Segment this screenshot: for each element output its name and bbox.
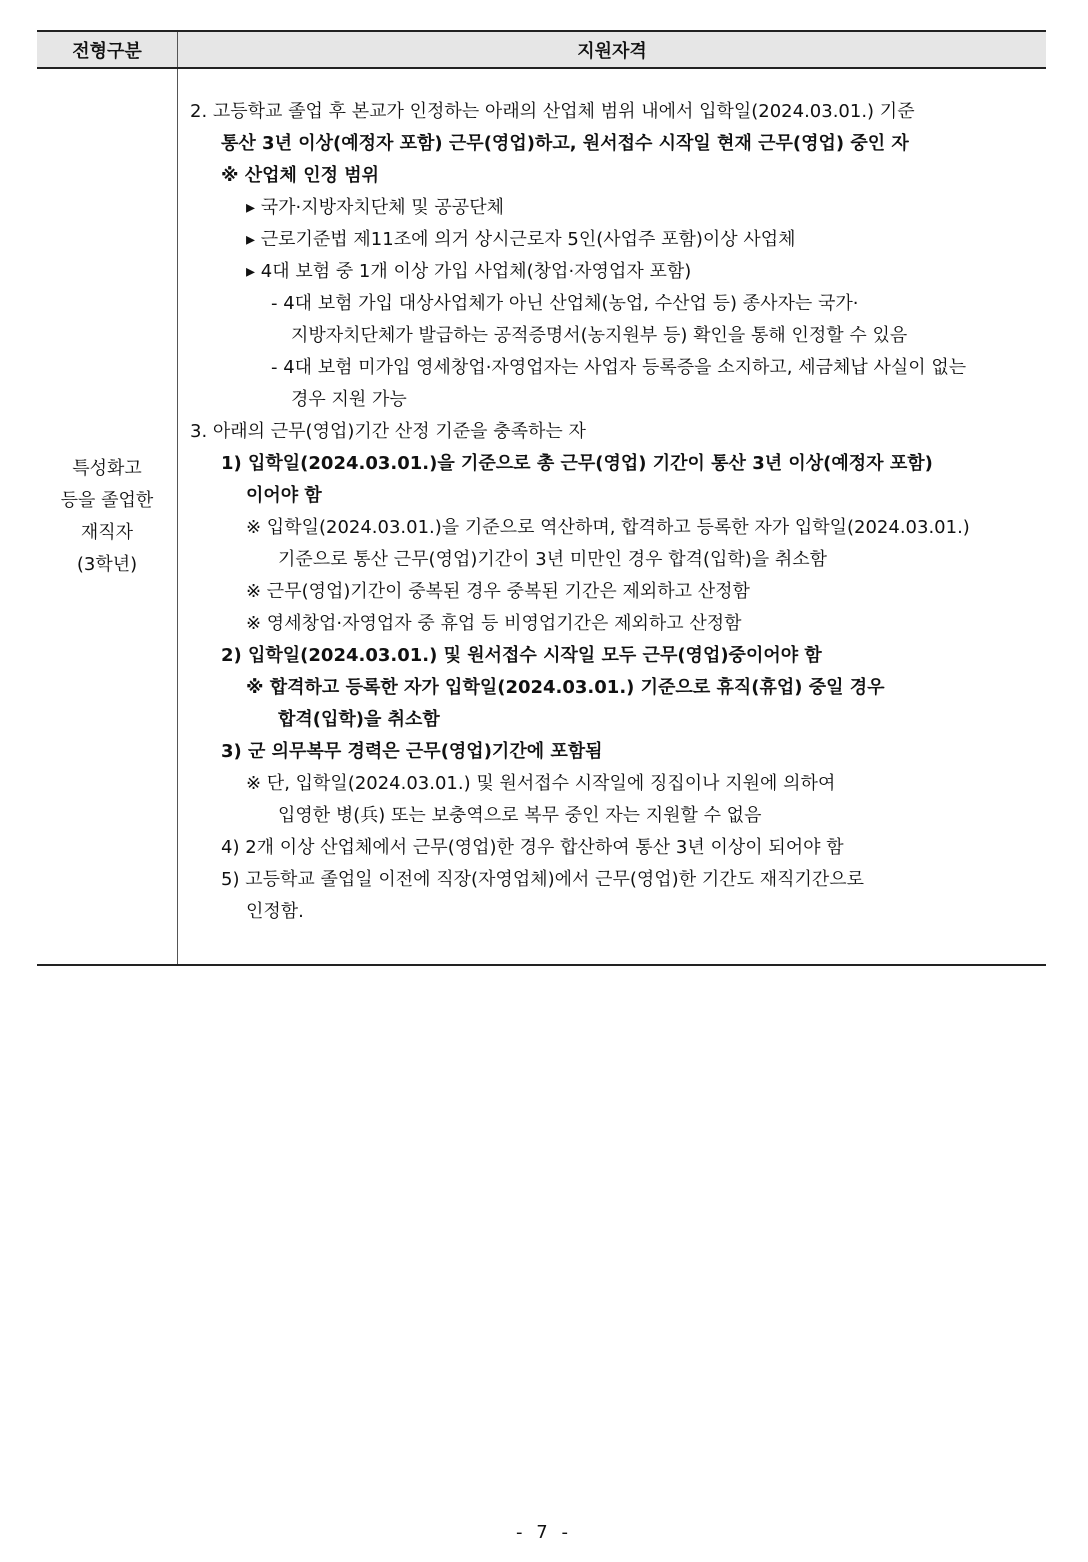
text-line: 통산 3년 이상(예정자 포함) 근무(영업)하고, 원서접수 시작일 현재 근무(영업) 중인 자: [221, 133, 909, 154]
table-header-row: [37, 31, 1046, 68]
text-line: 경우 지원 가능: [291, 389, 407, 410]
text-line: ※ 산업체 인정 범위: [221, 165, 380, 186]
text-line: ※ 근무(영업)기간이 중복된 경우 중복된 기간은 제외하고 산정함: [246, 581, 750, 602]
text-line: 인정함.: [246, 901, 304, 922]
text-line: ▸ 국가·지방자치단체 및 공공단체: [246, 197, 504, 218]
table-row: [37, 68, 1046, 965]
page-number: - 7 -: [516, 1522, 572, 1543]
text-line: 5) 고등학교 졸업일 이전에 직장(자영업체)에서 근무(영업)한 기간도 재직기간으로: [221, 869, 865, 890]
text-line: 지방자치단체가 발급하는 공적증명서(농지원부 등) 확인을 통해 인정할 수 있음: [291, 325, 908, 346]
admission-criteria-table: [37, 30, 1046, 966]
qualification-text: [178, 96, 1046, 928]
category-line: 특성화고: [72, 457, 142, 479]
category-line: 재직자: [80, 521, 134, 543]
header-qualification: 지원자격: [178, 31, 1047, 68]
text-line: ▸ 근로기준법 제11조에 의거 상시근로자 5인(사업주 포함)이상 사업체: [246, 229, 796, 250]
header-category: 전형구분: [37, 31, 178, 68]
text-line: 3) 군 의무복무 경력은 근무(영업)기간에 포함됨: [221, 741, 603, 762]
text-line: ※ 합격하고 등록한 자가 입학일(2024.03.01.) 기준으로 휴직(휴업) 중일 경우: [246, 677, 885, 698]
qualification-cell: [178, 68, 1047, 965]
category-line: (3학년): [76, 553, 138, 575]
text-line: 기준으로 통산 근무(영업)기간이 3년 미만인 경우 합격(입학)을 취소함: [278, 549, 828, 570]
text-line: 3. 아래의 근무(영업)기간 산정 기준을 충족하는 자: [190, 421, 586, 442]
text-line: 합격(입학)을 취소함: [278, 709, 440, 730]
text-line: 1) 입학일(2024.03.01.)을 기준으로 총 근무(영업) 기간이 통산 3년 이상(예정자 포함): [221, 453, 933, 474]
text-line: 4) 2개 이상 산업체에서 근무(영업)한 경우 합산하여 통산 3년 이상이 되어야 함: [221, 837, 844, 858]
text-line: ▸ 4대 보험 중 1개 이상 가입 사업체(창업·자영업자 포함): [246, 261, 692, 282]
text-line: 2) 입학일(2024.03.01.) 및 원서접수 시작일 모두 근무(영업)중이어야 함: [221, 645, 822, 666]
category-cell: [37, 68, 178, 965]
text-line: 이어야 함: [246, 485, 322, 506]
text-line: ※ 단, 입학일(2024.03.01.) 및 원서접수 시작일에 징집이나 지원에 의하여: [246, 773, 836, 794]
text-line: - 4대 보험 가입 대상사업체가 아닌 산업체(농업, 수산업 등) 종사자는 국가·: [271, 293, 859, 314]
text-line: 입영한 병(兵) 또는 보충역으로 복무 중인 자는 지원할 수 없음: [278, 805, 762, 826]
category-line: 등을 졸업한: [60, 489, 154, 511]
text-line: ※ 입학일(2024.03.01.)을 기준으로 역산하며, 합격하고 등록한 자가 입학일(2024.03.01.): [246, 517, 970, 538]
text-line: - 4대 보험 미가입 영세창업·자영업자는 사업자 등록증을 소지하고, 세금체납 사실이 없는: [271, 357, 967, 378]
text-line: 2. 고등학교 졸업 후 본교가 인정하는 아래의 산업체 범위 내에서 입학일(2024.03.01.) 기준: [190, 101, 915, 122]
text-line: ※ 영세창업·자영업자 중 휴업 등 비영업기간은 제외하고 산정함: [246, 613, 742, 634]
